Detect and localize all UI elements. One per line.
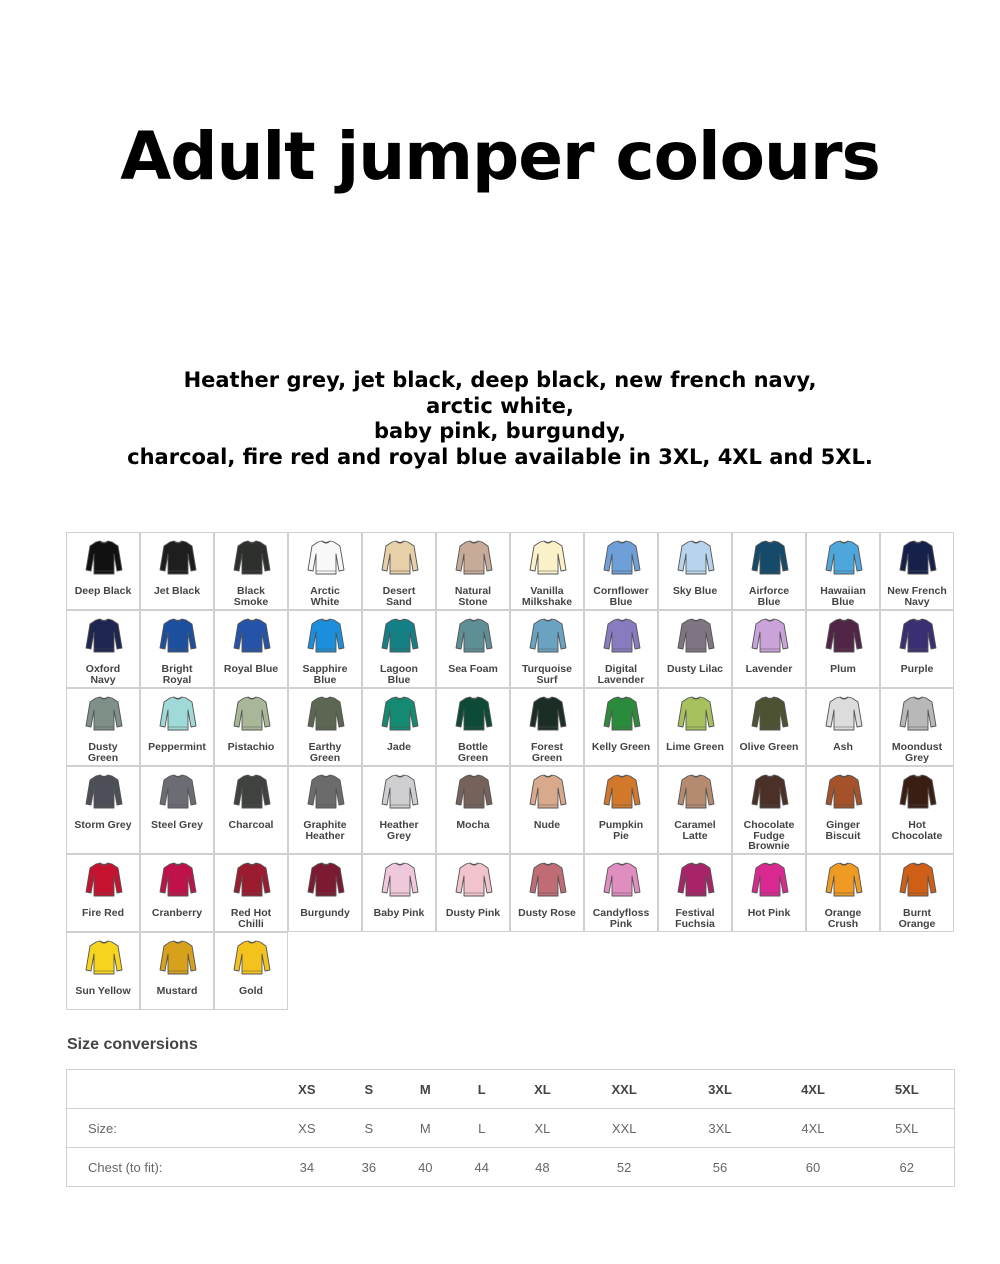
jumper-icon bbox=[159, 540, 197, 576]
jumper-icon bbox=[85, 774, 123, 810]
jumper-icon bbox=[307, 696, 345, 732]
jumper-icon bbox=[307, 540, 345, 576]
table-cell: 4XL bbox=[766, 1109, 859, 1148]
colour-swatch-cell bbox=[214, 610, 288, 688]
colour-name: Oxford Navy bbox=[85, 663, 121, 686]
table-cell: 48 bbox=[510, 1148, 575, 1187]
colour-name: Bottle Green bbox=[457, 741, 489, 764]
colour-name: Gold bbox=[239, 985, 263, 997]
colour-name: Pistachio bbox=[227, 741, 275, 753]
colour-name: Dusty Lilac bbox=[666, 663, 724, 675]
jumper-icon bbox=[455, 774, 493, 810]
colour-name: Moondust Grey bbox=[891, 741, 943, 764]
colour-swatch-cell bbox=[806, 766, 880, 854]
colour-swatch-cell bbox=[214, 854, 288, 932]
jumper-icon bbox=[677, 774, 715, 810]
table-row-label: Chest (to fit): bbox=[67, 1148, 274, 1187]
jumper-icon bbox=[529, 540, 567, 576]
jumper-icon bbox=[603, 862, 641, 898]
jumper-icon bbox=[381, 774, 419, 810]
colour-swatch-cell bbox=[140, 688, 214, 766]
colour-swatch-cell bbox=[140, 766, 214, 854]
colour-swatch-cell bbox=[658, 766, 732, 854]
colour-swatch-cell bbox=[658, 532, 732, 610]
colour-name: Jet Black bbox=[153, 585, 201, 597]
jumper-icon bbox=[85, 618, 123, 654]
colour-name: Storm Grey bbox=[74, 819, 132, 831]
colour-swatch-cell bbox=[362, 610, 436, 688]
table-header-cell: S bbox=[341, 1070, 397, 1109]
colour-name: Olive Green bbox=[739, 741, 799, 753]
jumper-icon bbox=[233, 618, 271, 654]
table-header-cell: 4XL bbox=[766, 1070, 859, 1109]
availability-line: baby pink, burgundy, bbox=[373, 419, 626, 443]
colour-swatch-cell bbox=[66, 610, 140, 688]
colour-swatch-cell bbox=[66, 932, 140, 1010]
colour-swatch-cell bbox=[436, 610, 510, 688]
colour-swatch-cell bbox=[66, 854, 140, 932]
table-cell: 62 bbox=[859, 1148, 954, 1187]
colour-swatch-cell bbox=[214, 688, 288, 766]
colour-swatch-cell bbox=[436, 532, 510, 610]
colour-name: Hot Chocolate bbox=[891, 819, 943, 842]
colour-name: Airforce Blue bbox=[748, 585, 790, 608]
colour-name: Caramel Latte bbox=[674, 819, 716, 842]
colour-name: Black Smoke bbox=[233, 585, 269, 608]
colour-swatch-cell bbox=[288, 610, 362, 688]
jumper-icon bbox=[529, 696, 567, 732]
jumper-icon bbox=[233, 696, 271, 732]
jumper-icon bbox=[381, 696, 419, 732]
colour-name: Dusty Pink bbox=[445, 907, 501, 919]
colour-swatch-cell bbox=[362, 854, 436, 932]
colour-name: Baby Pink bbox=[373, 907, 425, 919]
jumper-icon bbox=[603, 618, 641, 654]
colour-name: Sea Foam bbox=[448, 663, 498, 675]
colour-swatch-cell bbox=[806, 688, 880, 766]
colour-swatch-cell bbox=[214, 932, 288, 1010]
table-row bbox=[67, 1148, 955, 1187]
jumper-icon bbox=[381, 862, 419, 898]
colour-swatch-cell bbox=[510, 766, 584, 854]
colour-name: Pumpkin Pie bbox=[598, 819, 644, 842]
jumper-icon bbox=[677, 540, 715, 576]
jumper-icon bbox=[159, 618, 197, 654]
colour-swatch-cell bbox=[140, 932, 214, 1010]
table-header-cell: XS bbox=[273, 1070, 341, 1109]
table-cell: XS bbox=[273, 1109, 341, 1148]
colour-name: Fire Red bbox=[81, 907, 124, 919]
table-header-cell: 3XL bbox=[673, 1070, 766, 1109]
jumper-icon bbox=[455, 696, 493, 732]
colour-name: Sapphire Blue bbox=[302, 663, 348, 686]
colour-name: Heather Grey bbox=[379, 819, 419, 842]
colour-swatch-cell bbox=[880, 766, 954, 854]
colour-swatch-cell bbox=[880, 532, 954, 610]
table-row-label: Size: bbox=[67, 1109, 274, 1148]
colour-swatch-cell bbox=[436, 854, 510, 932]
colour-name: Sky Blue bbox=[672, 585, 718, 597]
table-cell: M bbox=[397, 1109, 453, 1148]
table-header-cell: 5XL bbox=[859, 1070, 954, 1109]
colour-swatch-cell bbox=[584, 688, 658, 766]
colour-name: Peppermint bbox=[148, 741, 206, 753]
colour-swatch-cell bbox=[288, 688, 362, 766]
colour-name: New French Navy bbox=[887, 585, 947, 608]
colour-name: Chocolate Fudge Brownie bbox=[743, 819, 795, 852]
jumper-icon bbox=[751, 540, 789, 576]
jumper-icon bbox=[603, 696, 641, 732]
jumper-icon bbox=[677, 696, 715, 732]
table-header-row bbox=[67, 1070, 955, 1109]
colour-swatch-cell bbox=[880, 688, 954, 766]
colour-swatch-cell bbox=[362, 532, 436, 610]
table-header-cell bbox=[67, 1070, 274, 1109]
jumper-icon bbox=[233, 774, 271, 810]
colour-name: Burgundy bbox=[300, 907, 350, 919]
colour-name: Turquoise Surf bbox=[522, 663, 572, 686]
colour-swatch-cell bbox=[806, 610, 880, 688]
colour-name: Mocha bbox=[456, 819, 490, 831]
availability-line: Heather grey, jet black, deep black, new french navy, bbox=[183, 368, 817, 392]
colour-name: Forest Green bbox=[530, 741, 564, 764]
colour-name: Cranberry bbox=[151, 907, 203, 919]
jumper-icon bbox=[899, 774, 937, 810]
jumper-icon bbox=[307, 862, 345, 898]
jumper-icon bbox=[529, 862, 567, 898]
table-header-cell: XL bbox=[510, 1070, 575, 1109]
colour-swatch-cell bbox=[66, 688, 140, 766]
table-cell: XXL bbox=[575, 1109, 674, 1148]
jumper-icon bbox=[677, 862, 715, 898]
colour-swatch-cell bbox=[214, 766, 288, 854]
jumper-icon bbox=[529, 618, 567, 654]
availability-line: charcoal, fire red and royal blue available in 3XL, 4XL and 5XL. bbox=[127, 444, 873, 469]
colour-swatch-cell bbox=[510, 688, 584, 766]
colour-name: Red Hot Chilli bbox=[230, 907, 272, 930]
jumper-icon bbox=[603, 774, 641, 810]
jumper-icon bbox=[159, 862, 197, 898]
colour-swatch-cell bbox=[732, 688, 806, 766]
colour-swatch-cell bbox=[584, 766, 658, 854]
size-conversions-heading: Size conversions bbox=[67, 1036, 198, 1053]
colour-swatch-cell bbox=[584, 532, 658, 610]
colour-swatch-cell bbox=[658, 854, 732, 932]
table-header-cell: XXL bbox=[575, 1070, 674, 1109]
colour-name: Earthy Green bbox=[308, 741, 342, 764]
colour-swatch-cell bbox=[732, 766, 806, 854]
jumper-icon bbox=[529, 774, 567, 810]
jumper-icon bbox=[85, 862, 123, 898]
jumper-icon bbox=[899, 540, 937, 576]
colour-name: Charcoal bbox=[228, 819, 274, 831]
jumper-icon bbox=[307, 774, 345, 810]
colour-name: Digital Lavender bbox=[597, 663, 645, 686]
colour-name: Jade bbox=[387, 741, 411, 753]
colour-name: Mustard bbox=[156, 985, 198, 997]
colour-name: Bright Royal bbox=[161, 663, 193, 686]
jumper-icon bbox=[233, 862, 271, 898]
table-cell: 40 bbox=[397, 1148, 453, 1187]
colour-name: Dusty Rose bbox=[518, 907, 576, 919]
colour-name: Plum bbox=[830, 663, 856, 675]
colour-name: Hot Pink bbox=[747, 907, 791, 919]
colour-name: Kelly Green bbox=[591, 741, 651, 753]
colour-swatch-cell bbox=[140, 532, 214, 610]
jumper-icon bbox=[677, 618, 715, 654]
table-cell: XL bbox=[510, 1109, 575, 1148]
colour-swatch-cell bbox=[214, 532, 288, 610]
table-header-cell: L bbox=[454, 1070, 510, 1109]
jumper-icon bbox=[85, 696, 123, 732]
table-cell: 36 bbox=[341, 1148, 397, 1187]
jumper-icon bbox=[899, 696, 937, 732]
colour-name: Cornflower Blue bbox=[593, 585, 649, 608]
colour-name: Arctic White bbox=[310, 585, 340, 608]
table-cell: 52 bbox=[575, 1148, 674, 1187]
jumper-icon bbox=[825, 862, 863, 898]
availability-line: arctic white, bbox=[426, 393, 574, 418]
colour-swatch-cell bbox=[288, 766, 362, 854]
jumper-icon bbox=[603, 540, 641, 576]
colour-swatch-cell bbox=[732, 854, 806, 932]
jumper-icon bbox=[899, 618, 937, 654]
jumper-icon bbox=[751, 862, 789, 898]
colour-swatch-cell bbox=[66, 532, 140, 610]
colour-swatch-cell bbox=[66, 766, 140, 854]
colour-swatch-cell bbox=[658, 688, 732, 766]
colour-name: Desert Sand bbox=[382, 585, 416, 608]
jumper-icon bbox=[751, 618, 789, 654]
colour-name: Lime Green bbox=[666, 741, 724, 753]
table-row bbox=[67, 1109, 955, 1148]
colour-swatch-cell bbox=[880, 854, 954, 932]
table-cell: 60 bbox=[766, 1148, 859, 1187]
colour-name: Lavender bbox=[745, 663, 793, 675]
table-cell: L bbox=[454, 1109, 510, 1148]
colour-swatch-cell bbox=[880, 610, 954, 688]
colour-name: Ash bbox=[833, 741, 853, 753]
colour-name: Graphite Heather bbox=[303, 819, 347, 842]
table-cell: 34 bbox=[273, 1148, 341, 1187]
jumper-icon bbox=[455, 540, 493, 576]
table-cell: S bbox=[341, 1109, 397, 1148]
colour-swatch-cell bbox=[362, 766, 436, 854]
colour-name: Deep Black bbox=[74, 585, 132, 597]
table-cell: 44 bbox=[454, 1148, 510, 1187]
jumper-icon bbox=[751, 774, 789, 810]
colour-name: Royal Blue bbox=[223, 663, 279, 675]
jumper-icon bbox=[899, 862, 937, 898]
jumper-icon bbox=[233, 940, 271, 976]
jumper-icon bbox=[159, 696, 197, 732]
jumper-icon bbox=[85, 540, 123, 576]
colour-swatch-cell bbox=[288, 854, 362, 932]
colour-name: Ginger Biscuit bbox=[825, 819, 861, 842]
colour-swatch-grid bbox=[66, 532, 955, 1011]
colour-swatch-cell bbox=[658, 610, 732, 688]
colour-name: Burnt Orange bbox=[898, 907, 936, 930]
table-cell: 5XL bbox=[859, 1109, 954, 1148]
jumper-icon bbox=[825, 774, 863, 810]
colour-swatch-cell bbox=[362, 688, 436, 766]
colour-swatch-cell bbox=[510, 854, 584, 932]
colour-name: Steel Grey bbox=[151, 819, 203, 831]
table-cell: 3XL bbox=[673, 1109, 766, 1148]
table-cell: 56 bbox=[673, 1148, 766, 1187]
jumper-icon bbox=[455, 618, 493, 654]
colour-name: Vanilla Milkshake bbox=[521, 585, 573, 608]
jumper-icon bbox=[825, 696, 863, 732]
colour-name: Festival Fuchsia bbox=[675, 907, 715, 930]
colour-name: Nude bbox=[533, 819, 561, 831]
jumper-icon bbox=[159, 774, 197, 810]
jumper-icon bbox=[825, 540, 863, 576]
colour-swatch-cell bbox=[806, 532, 880, 610]
colour-swatch-cell bbox=[140, 854, 214, 932]
size-conversion-table bbox=[66, 1069, 955, 1187]
colour-name: Orange Crush bbox=[824, 907, 862, 930]
colour-swatch-cell bbox=[806, 854, 880, 932]
colour-name: Hawaiian Blue bbox=[820, 585, 866, 608]
colour-swatch-cell bbox=[732, 532, 806, 610]
colour-swatch-cell bbox=[510, 532, 584, 610]
jumper-icon bbox=[751, 696, 789, 732]
page-title: Adult jumper colours bbox=[120, 118, 880, 195]
colour-name: Natural Stone bbox=[454, 585, 492, 608]
jumper-icon bbox=[233, 540, 271, 576]
jumper-icon bbox=[825, 618, 863, 654]
colour-name: Sun Yellow bbox=[75, 985, 131, 997]
colour-swatch-cell bbox=[436, 766, 510, 854]
jumper-icon bbox=[381, 618, 419, 654]
jumper-icon bbox=[307, 618, 345, 654]
colour-name: Candyfloss Pink bbox=[592, 907, 650, 930]
table-header-cell: M bbox=[397, 1070, 453, 1109]
colour-swatch-cell bbox=[510, 610, 584, 688]
jumper-icon bbox=[455, 862, 493, 898]
colour-swatch-cell bbox=[584, 610, 658, 688]
colour-name: Purple bbox=[900, 663, 934, 675]
colour-swatch-cell bbox=[732, 610, 806, 688]
colour-swatch-cell bbox=[584, 854, 658, 932]
jumper-icon bbox=[85, 940, 123, 976]
availability-note bbox=[0, 368, 1000, 470]
jumper-icon bbox=[381, 540, 419, 576]
colour-swatch-cell bbox=[436, 688, 510, 766]
colour-swatch-cell bbox=[140, 610, 214, 688]
jumper-icon bbox=[159, 940, 197, 976]
colour-name: Dusty Green bbox=[87, 741, 119, 764]
colour-name: Lagoon Blue bbox=[380, 663, 418, 686]
colour-swatch-cell bbox=[288, 532, 362, 610]
